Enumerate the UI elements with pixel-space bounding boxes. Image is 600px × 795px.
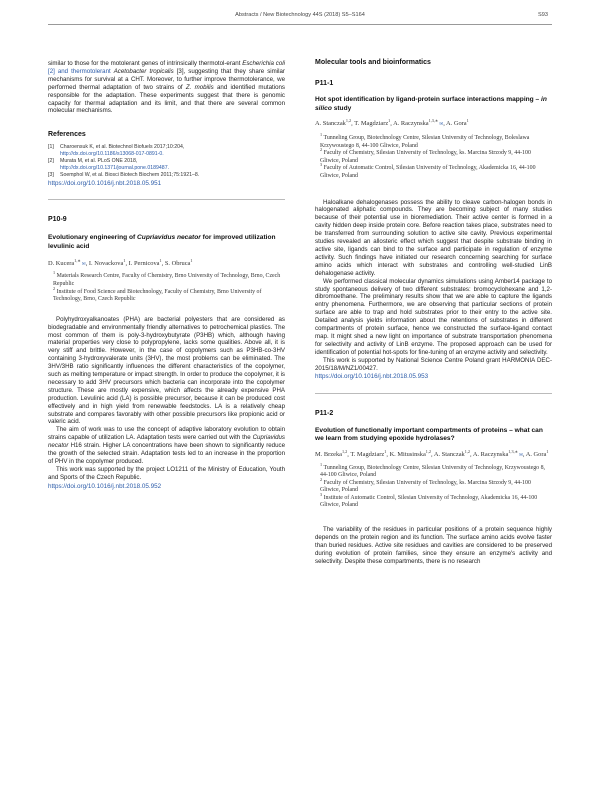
reference-link[interactable]: http://dx.doi.org/10.1186/s13068-017-0891-0. — [60, 151, 164, 158]
author: A. Stanczak$^{1,2}$ — [433, 448, 470, 458]
running-header — [48, 12, 552, 22]
affiliation: $^3$ Institute of Automatic Control, Silesian University of Technology, Akademicka 16, 44-100 Gliwice, Poland — [320, 491, 538, 509]
author: K. Mitusinska$^{1,2}$ — [389, 448, 432, 458]
article-title: Evolutionary engineering of Cupriavidus necator for improved utilization levulinic acid — [48, 234, 276, 250]
abstract-paragraph: Haloalkane dehalogenases possess the ability to cleave carbon-halogen bonds in halogenated aliphatic compounds. They are becoming subject of many studies because of their potential use in bioremediation. Their active center is formed in a cavity hidden deep inside protein core. Before reaction takes place, substrates need to be transferred from surrounding solution to active site cavity. Previous experimental studies revealed an allosteric effect which suggest that despite substrate binding in active site, ligands can bind to the surface and participate in regulation of enzyme activity. Such findings have initiated our research concerning searching for surface amino acids which interact with substrates and controlling well-studied LinB dehalogenase activity. — [315, 198, 552, 277]
affiliation: $^2$ Faculty of Chemistry, Silesian University of Technology, ks. Marcina Strzody 9, 44-100 Gliwice, Poland — [320, 476, 531, 494]
article-title: Hot spot identification by ligand-protein surface interactions mapping – in silico study — [315, 96, 547, 112]
author-list: A. Stanczak$^{1,2}$, T. Magdziarz$^1$, A. Raczynska$^{1,3,∗}$✉, A. Gora$^1$ — [315, 117, 469, 127]
author-list: D. Kucera$^{1,∗}$✉, I. Novackova$^1$, I. Pernicova$^1$, S. Obruca$^1$ — [48, 258, 193, 268]
affiliation-list — [48, 270, 285, 303]
affiliation: $^2$ Institute of Food Science and Biotechnology, Faculty of Chemistry, Brno University of Technology, Brno, Czech Republic — [53, 285, 262, 303]
doi-link[interactable]: https://doi.org/10.1016/j.nbt.2018.05.951 — [48, 180, 162, 188]
affiliation-list — [315, 132, 552, 181]
funding-paragraph: This work is supported by National Science Centre Poland grant HARMONIA DEC-2015/18/M/NZ1/00427. — [315, 356, 552, 372]
right-column — [315, 30, 552, 566]
abstract-paragraph: The aim of work was to use the concept of adaptive laboratory evolution to obtain strains capable of utilization LA. Adaptation tests were carried out with the Cupriavidus necator H16 strain. Higher LA concentrations have been shown to significantly reduce the growth of the selected strain. Adaptation tests led to an increase in the proportion of PHV in the copolymer produced. — [48, 426, 285, 466]
author: A. Gora$^1$ — [446, 117, 469, 127]
author: A. Gora$^1$ — [525, 448, 549, 458]
section-divider — [48, 199, 285, 200]
doi-link[interactable]: https://doi.org/10.1016/j.nbt.2018.05.953 — [315, 372, 429, 380]
header-divider — [48, 24, 552, 25]
author: D. Kucera$^{1,∗}$✉ — [48, 258, 86, 268]
author: I. Novackova$^1$ — [88, 258, 126, 268]
page-number: S93 — [538, 12, 548, 18]
doi-link[interactable]: https://doi.org/10.1016/j.nbt.2018.05.952 — [48, 482, 162, 490]
affiliation-list — [315, 461, 552, 511]
author: M. Brzeka$^{1,2}$ — [315, 448, 348, 458]
author: I. Pernicova$^1$ — [128, 258, 162, 268]
author: A. Stanczak$^{1,2}$ — [315, 117, 352, 127]
affiliation: $^1$ Tunneling Group, Biotechnology Centre, Silesian University of Technology, Boleslawa Krzywoustego 8, 44-100 Gliwice, Poland — [320, 132, 530, 149]
section-divider — [315, 393, 552, 394]
funding-paragraph: This work was supported by the project LO1211 of the Ministry of Education, Youth and Sports of the Czech Republic. — [48, 465, 285, 481]
author-list: M. Brzeka$^{1,2}$, T. Magdziarz$^1$, K. Mitusinska$^{1,2}$, A. Stanczak$^{1,2}$, A. Raczynska$^{1,3,∗}$✉, A. Gora$^1$ — [315, 448, 549, 458]
reference-item: [3] Soemphol W, et al. Biosci Biotech Biochem 2011;75:1921–8. — [48, 171, 200, 178]
poster-id: P10-9 — [48, 216, 67, 224]
journal-line: Abstracts / New Biotechnology 44S (2018) S5–S164 — [235, 12, 365, 18]
author: A. Raczynska$^{1,3,∗}$✉ — [472, 448, 523, 458]
affiliation: $^3$ Faculty of Automatic Control, Silesian University of Technology, Akademicka 16, 44-100 Gliwice, Poland — [320, 162, 536, 179]
email-icon: ✉ — [519, 451, 523, 457]
author: T. Magdziarz$^1$ — [350, 448, 387, 458]
reference-link[interactable]: http://dx.doi.org/10.1371/journal.pone.0189487. — [60, 164, 170, 171]
author: A. Raczynska$^{1,3,∗}$✉ — [393, 117, 444, 127]
references-heading: References — [48, 131, 86, 139]
affiliation: $^1$ Tunneling Group, Biotechnology Centre, Silesian University of Technology, Krzywoustego 8, 44-100 Gliwice, Poland — [320, 461, 546, 479]
reference-item: [1] Charoensuk K, et al. Biotechnol Biofuels 2017;10:204, http://dx.doi.org/10.1186/s13068-017-0891-0. — [48, 144, 185, 158]
section-heading: Molecular tools and bioinformatics — [315, 59, 431, 66]
email-icon: ✉ — [81, 261, 86, 267]
reference-item: [2] Murata M, et al. PLoS ONE 2018, http://dx.doi.org/10.1371/journal.pone.0189487. — [48, 157, 170, 171]
left-column — [48, 30, 285, 491]
poster-id: P11-1 — [315, 80, 334, 87]
continued-paragraph: similar to those for the motolerant genes of intrinsically thermotol-erant Escherichia coli [2] and thermotolerant Acetobacter tropicalis [3], suggesting that they share similar mechanisms for survival at a CHT. Moreover, to further improve thermotolerance, we performed thermal adaptation of two strains of Z. mobilis and identified mutations responsible for the adaptation. These experiments suggest that there is genomic capacity for thermal adaptation and its limit, and that there are several common molecular mechanisms. — [48, 60, 285, 115]
author: T. Magdziarz$^1$ — [354, 117, 391, 127]
email-icon: ✉ — [439, 121, 444, 126]
author: S. Obruca$^1$ — [164, 258, 193, 268]
abstract-paragraph: The variability of the residues in particular positions of a protein sequence highly depends on the protein region and its function. The surface amino acids evolve faster than buried residues. Active site residues and cavities are considered to be preserved during evolution of protein families, since they ensure an enzyme's activity and selectivity. Despite these compartments, there is no research — [315, 526, 552, 565]
affiliation: $^2$ Faculty of Chemistry, Silesian University of Technology, ks. Marcina Strzody 9, 44-100 Gliwice, Poland — [320, 147, 531, 164]
abstract-paragraph: We performed classical molecular dynamics simulations using Amber14 package to study spontaneous delivery of two different substrates: bromocyclohexane and 1,2-dibromoethane. The preliminary results show that we are able to capture the ligands entry phenomena. Furthermore, we are observing that particular sections of protein surface are able to trap and hold substrates prior to their entry to the active site. Detailed analysis yields information about the retentions of substrates in different compartments of protein surface, hence we constructed the surface-ligand contact map. It might shed a new light on importance of substrate transportation phenomena for selectivity and activity of LinB enzyme. The proposed approach can be used for identification of potential hot-spots for fine-tuning of an enzyme activity and selectivity. — [315, 277, 552, 356]
abstract-paragraph: Polyhydroxyalkanoates (PHA) are bacterial polyesters that are considered as biodegradable and environmentally friendly alternatives to petrochemical plastics. The most common of them is poly-3-hydroxybutyrate (P3HB) which, although having material properties very close to polypropylene, lacks some qualities. Above all, it is very stiff and brittle. However, in the case of copolymers such as P3HB-co-3HV containing 3-hydroxyvalerate units (3HV), the most problems can be eliminated. The 3HV/3HB ratio significantly influences the different characteristics of the copolymer, such as melting temperature or impact strength. In order to produce the copolymer, it is necessary to add 3HV precursors which bacteria can incorporate into the copolymer structure. These are mostly expensive, which affects the already expensive PHA production. Levulinic acid (LA) is possible precursor, because it can be produced cost effectively and in high yield from renewable feedstocks. LA is a relatively cheap substrate and compares favorably with other possible precursors like propionic acid or valeric acid. — [48, 315, 285, 426]
reference-list — [48, 144, 285, 178]
article-title: Evolution of functionally important compartments of proteins – what can we learn from studying epoxide hydrolases? — [315, 426, 543, 442]
affiliation: $^1$ Materials Research Centre, Faculty of Chemistry, Brno University of Technology, Brno, Czech Republic — [53, 270, 281, 287]
poster-id: P11-2 — [315, 409, 334, 417]
